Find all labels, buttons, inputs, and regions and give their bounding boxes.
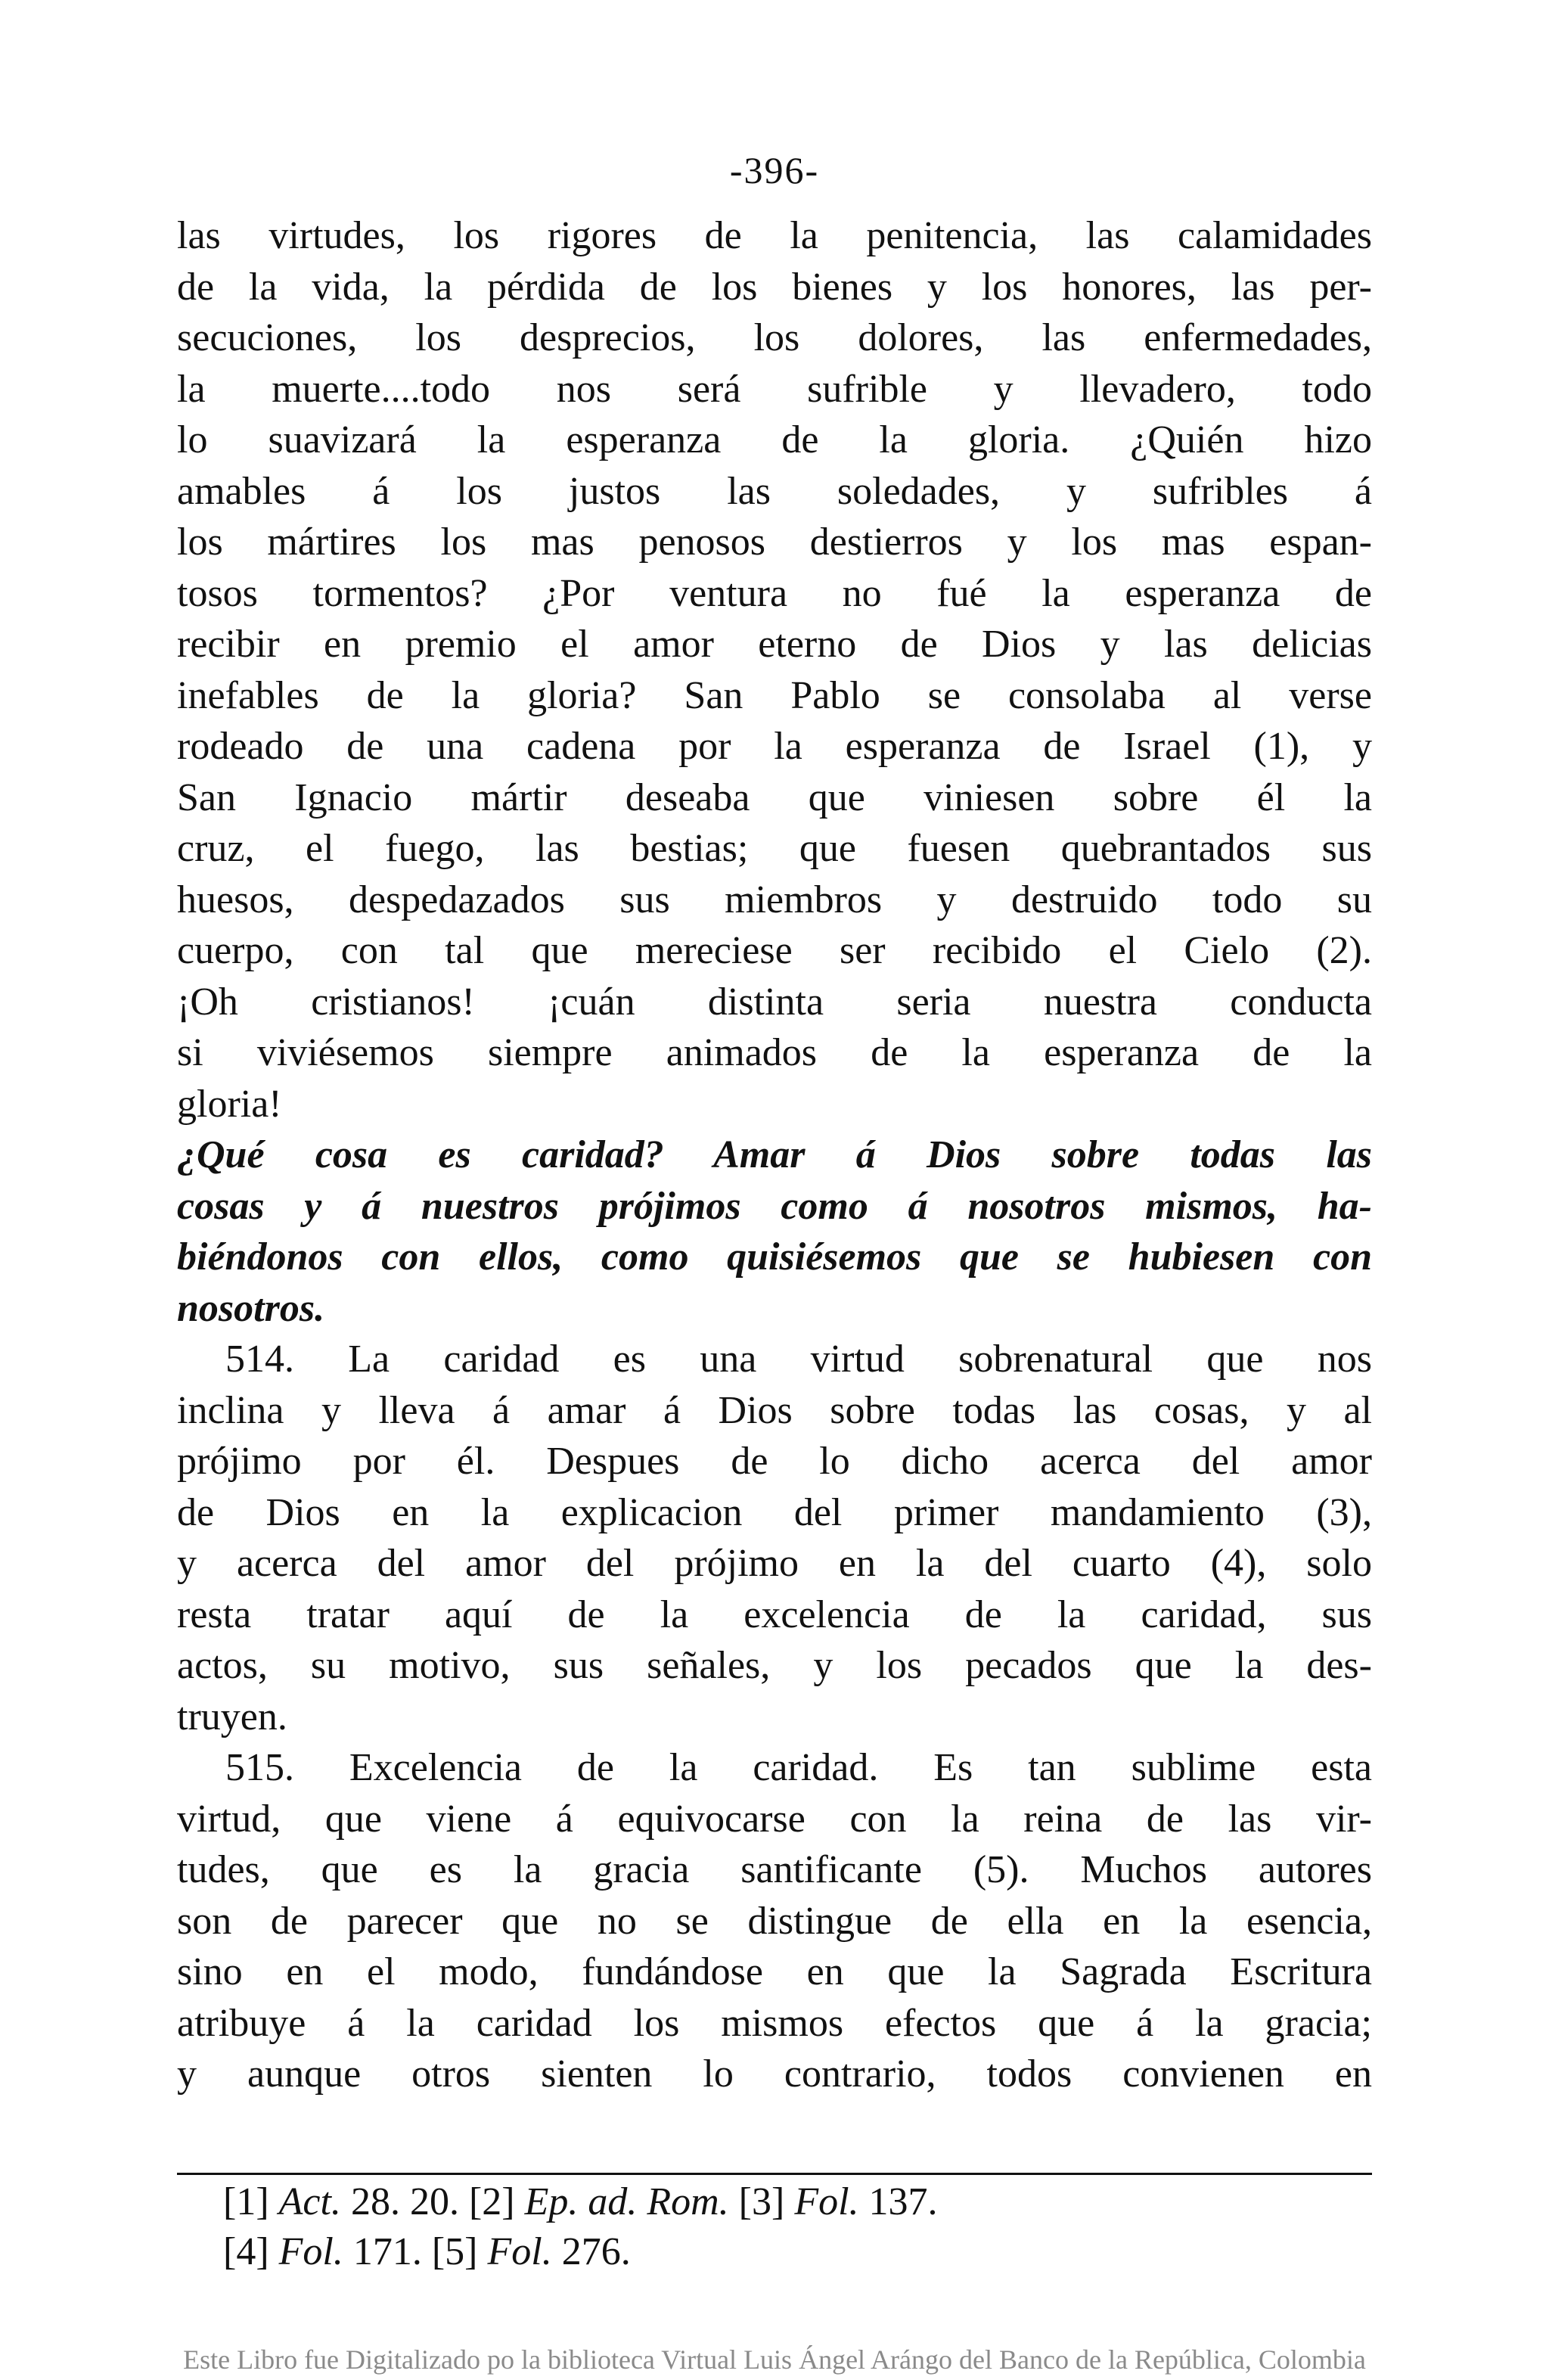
text-line: rodeado de una cadena por la esperanza de Israel (1), y xyxy=(177,725,1372,768)
text-line: 515. Excelencia de la caridad. Es tan sublime esta xyxy=(225,1746,1372,1789)
question-line: ¿Qué cosa es caridad? Amar á Dios sobre todas las xyxy=(177,1133,1372,1176)
footnote-mark: [5] xyxy=(431,2230,478,2273)
text-line: secuciones, los desprecios, los dolores, las enfermedades, xyxy=(177,316,1372,359)
text-line: las virtudes, los rigores de la penitencia, las calamidades xyxy=(177,214,1372,257)
footnote-num: 28. 20. xyxy=(350,2180,459,2223)
footnote-mark: [4] xyxy=(223,2230,269,2273)
footnote-line xyxy=(223,2177,1358,2227)
footnote-num: 276. xyxy=(561,2230,631,2273)
text-line: inefables de la gloria? San Pablo se consolaba al verse xyxy=(177,673,1372,717)
body-text xyxy=(177,210,1372,2100)
text-line: de la vida, la pérdida de los bienes y los honores, las per- xyxy=(177,265,1372,309)
question-line: nosotros. xyxy=(177,1286,325,1330)
footnote-mark: [1] xyxy=(223,2180,269,2223)
text-line: cuerpo, con tal que mereciese ser recibido el Cielo (2). xyxy=(177,929,1372,972)
text-line: y acerca del amor del prójimo en la del cuarto (4), solo xyxy=(177,1542,1372,1585)
text-line: resta tratar aquí de la excelencia de la caridad, sus xyxy=(177,1592,1372,1636)
text-line: recibir en premio el amor eterno de Dios y las delicias xyxy=(177,623,1372,666)
digitization-notice: Este Libro fue Digitalizado po la biblioteca Virtual Luis Ángel Arángo del Banco de la República, Colombia xyxy=(183,2344,1366,2375)
question-line: cosas y á nuestros prójimos como á nosotros mismos, ha- xyxy=(177,1184,1372,1228)
footnote-line xyxy=(223,2227,1358,2277)
text-line: son de parecer que no se distingue de ella en la esencia, xyxy=(177,1899,1372,1943)
footnote-ref: Fol. xyxy=(487,2230,552,2273)
text-line: inclina y lleva á amar á Dios sobre todas las cosas, y al xyxy=(177,1388,1372,1432)
footnote-ref: Act. xyxy=(278,2180,341,2223)
footnote-mark: [3] xyxy=(738,2180,785,2223)
text-line: atribuye á la caridad los mismos efectos que á la gracia; xyxy=(177,2001,1372,2045)
footnotes xyxy=(223,2177,1358,2277)
footnote-ref: Ep. ad. Rom. xyxy=(524,2180,729,2223)
text-line: tosos tormentos? ¿Por ventura no fué la esperanza de xyxy=(177,571,1372,615)
text-line: sino en el modo, fundándose en que la Sagrada Escritura xyxy=(177,1950,1372,1993)
footnote-rule xyxy=(177,2173,1372,2175)
text-line: amables á los justos las soledades, y sufribles á xyxy=(177,469,1372,513)
text-line: tudes, que es la gracia santificante (5). Muchos autores xyxy=(177,1848,1372,1891)
text-line: prójimo por él. Despues de lo dicho acerca del amor xyxy=(177,1440,1372,1483)
text-line: virtud, que viene á equivocarse con la reina de las vir- xyxy=(177,1797,1372,1841)
text-line: y aunque otros sienten lo contrario, todos convienen en xyxy=(177,2052,1372,2096)
question-line: biéndonos con ellos, como quisiésemos que se hubiesen con xyxy=(177,1235,1372,1279)
footnote-num: 137. xyxy=(868,2180,938,2223)
text-line: gloria! xyxy=(177,1082,282,1126)
text-line: si viviésemos siempre animados de la esperanza de la xyxy=(177,1031,1372,1074)
text-line: de Dios en la explicacion del primer mandamiento (3), xyxy=(177,1490,1372,1534)
text-line: actos, su motivo, sus señales, y los pecados que la des- xyxy=(177,1644,1372,1687)
footnote-num: 171. xyxy=(352,2230,422,2273)
text-line: la muerte....todo nos será sufrible y llevadero, todo xyxy=(177,367,1372,411)
page-number: -396- xyxy=(729,149,820,191)
footnote-mark: [2] xyxy=(468,2180,515,2223)
text-line: truyen. xyxy=(177,1695,287,1738)
footnote-ref: Fol. xyxy=(794,2180,859,2223)
text-line: huesos, despedazados sus miembros y destruido todo su xyxy=(177,878,1372,921)
text-line: los mártires los mas penosos destierros y los mas espan- xyxy=(177,520,1372,564)
footnote-ref: Fol. xyxy=(278,2230,343,2273)
text-line: San Ignacio mártir deseaba que viniesen sobre él la xyxy=(177,775,1372,819)
text-line: 514. La caridad es una virtud sobrenatural que nos xyxy=(225,1338,1372,1381)
text-line: lo suavizará la esperanza de la gloria. ¿Quién hizo xyxy=(177,418,1372,461)
text-line: ¡Oh cristianos! ¡cuán distinta seria nuestra conducta xyxy=(177,980,1372,1024)
text-line: cruz, el fuego, las bestias; que fuesen quebrantados sus xyxy=(177,827,1372,870)
